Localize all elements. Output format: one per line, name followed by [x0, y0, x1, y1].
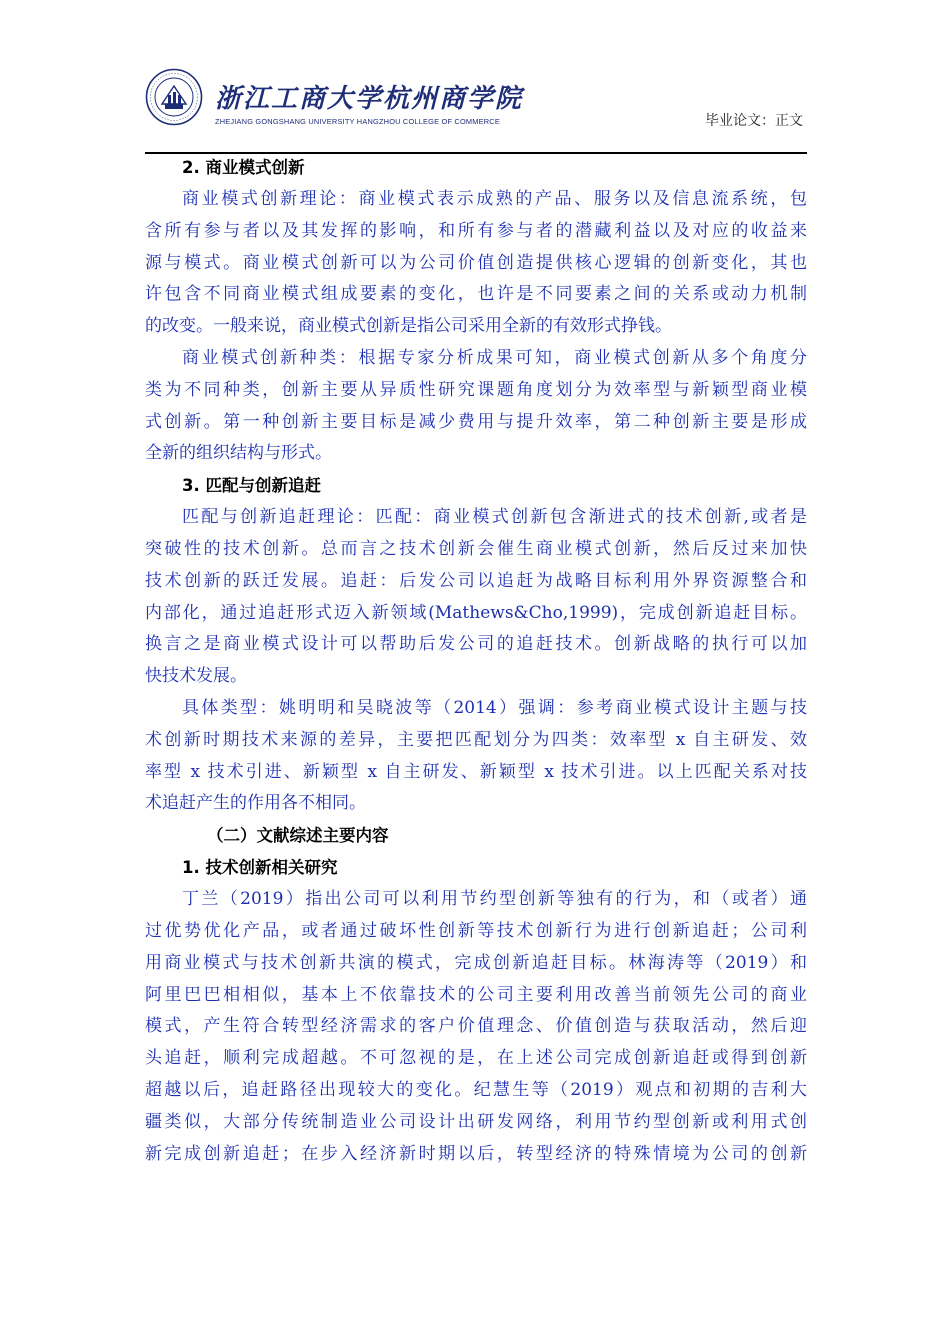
- text-line: 快技术发展。: [145, 666, 247, 687]
- section-heading: 1. 技术创新相关研究: [182, 858, 338, 878]
- school-name-cn: 浙江工商大学杭州商学院: [215, 84, 524, 114]
- body-paragraph: [145, 884, 807, 1170]
- university-seal-icon: [145, 68, 203, 126]
- body-paragraph: [145, 343, 807, 470]
- text-line: 商业模式创新理论：商业模式表示成熟的产品、服务以及信息流系统，包: [182, 189, 807, 209]
- text-line: 匹配与创新追赶理论：匹配：商业模式创新包含渐进式的技术创新,或者是: [182, 507, 807, 528]
- section-heading: 2. 商业模式创新: [182, 158, 305, 177]
- text-line: 具体类型：姚明明和吴晓波等（2014）强调：参考商业模式设计主题与技: [182, 697, 807, 718]
- text-line: 术追赶产生的作用各不相同。: [145, 793, 366, 814]
- text-line: 超越以后，追赶路径出现较大的变化。纪慧生等（2019）观点和初期的吉利大: [145, 1079, 807, 1100]
- text-line: 类为不同种类，创新主要从异质性研究课题角度划分为效率型与新颖型商业模: [145, 379, 807, 400]
- text-line: 丁兰（2019）指出公司可以利用节约型创新等独有的行为，和（或者）通: [182, 889, 807, 910]
- text-line: 模式，产生符合转型经济需求的客户价值理念、价值创造与获取活动，然后迎: [145, 1016, 807, 1037]
- page-header: [145, 64, 807, 154]
- text-line: 疆类似，大部分传统制造业公司设计出研发网络，利用节约型创新或利用式创: [145, 1111, 807, 1132]
- university-logo: [215, 78, 523, 126]
- text-line: 头追赶，顺利完成超越。不可忽视的是，在上述公司完成创新追赶或得到创新: [145, 1048, 807, 1069]
- text-line: 含所有参与者以及其发挥的影响，和所有参与者的潜藏利益以及对应的收益来: [145, 220, 807, 241]
- text-line: 源与模式。商业模式创新可以为公司价值创造提供核心逻辑的创新变化，其也: [145, 252, 807, 273]
- page-body: [145, 152, 807, 1170]
- school-name-en: ZHEJIANG GONGSHANG UNIVERSITY HANGZHOU COLLEGE OF COMMERCE: [215, 117, 500, 126]
- chapter-heading: （二）文献综述主要内容: [207, 826, 389, 846]
- text-line: 全新的组织结构与形式。: [145, 443, 332, 464]
- text-line: 的改变。一般来说，商业模式创新是指公司采用全新的有效形式挣钱。: [145, 316, 672, 337]
- body-paragraph: [145, 693, 807, 820]
- text-line: 术创新时期技术来源的差异，主要把匹配划分为四类：效率型 x 自主研发、效: [145, 729, 807, 750]
- text-line: 过优势优化产品，或者通过破坏性创新等技术创新行为进行创新追赶；公司利: [145, 920, 807, 941]
- text-line: 内部化，通过追赶形式迈入新领域(Mathews&Cho,1999)，完成创新追赶目标。: [145, 602, 807, 623]
- text-line: 突破性的技术创新。总而言之技术创新会催生商业模式创新，然后反过来加快: [145, 538, 807, 559]
- section-heading: 3. 匹配与创新追赶: [182, 476, 321, 496]
- body-paragraph: [145, 184, 807, 343]
- text-line: 换言之是商业模式设计可以帮助后发公司的追赶技术。创新战略的执行可以加: [145, 634, 807, 655]
- text-line: 商业模式创新种类：根据专家分析成果可知，商业模式创新从多个角度分: [182, 347, 807, 368]
- text-line: 新完成创新追赶；在步入经济新时期以后，转型经济的特殊情境为公司的创新: [145, 1143, 807, 1164]
- document-label: 毕业论文：正文: [705, 113, 803, 129]
- text-line: 阿里巴巴相相似，基本上不依靠技术的公司主要利用改善当前领先公司的商业: [145, 984, 807, 1005]
- text-line: 许包含不同商业模式组成要素的变化，也许是不同要素之间的关系或动力机制: [145, 284, 807, 305]
- text-line: 式创新。第一种创新主要目标是减少费用与提升效率，第二种创新主要是形成: [145, 411, 807, 432]
- text-line: 技术创新的跃迁发展。追赶：后发公司以追赶为战略目标利用外界资源整合和: [145, 570, 807, 591]
- text-line: 用商业模式与技术创新共演的模式，完成创新追赶目标。林海涛等（2019）和: [145, 952, 807, 973]
- text-line: 率型 x 技术引进、新颖型 x 自主研发、新颖型 x 技术引进。以上匹配关系对技: [145, 761, 807, 782]
- body-paragraph: [145, 502, 807, 693]
